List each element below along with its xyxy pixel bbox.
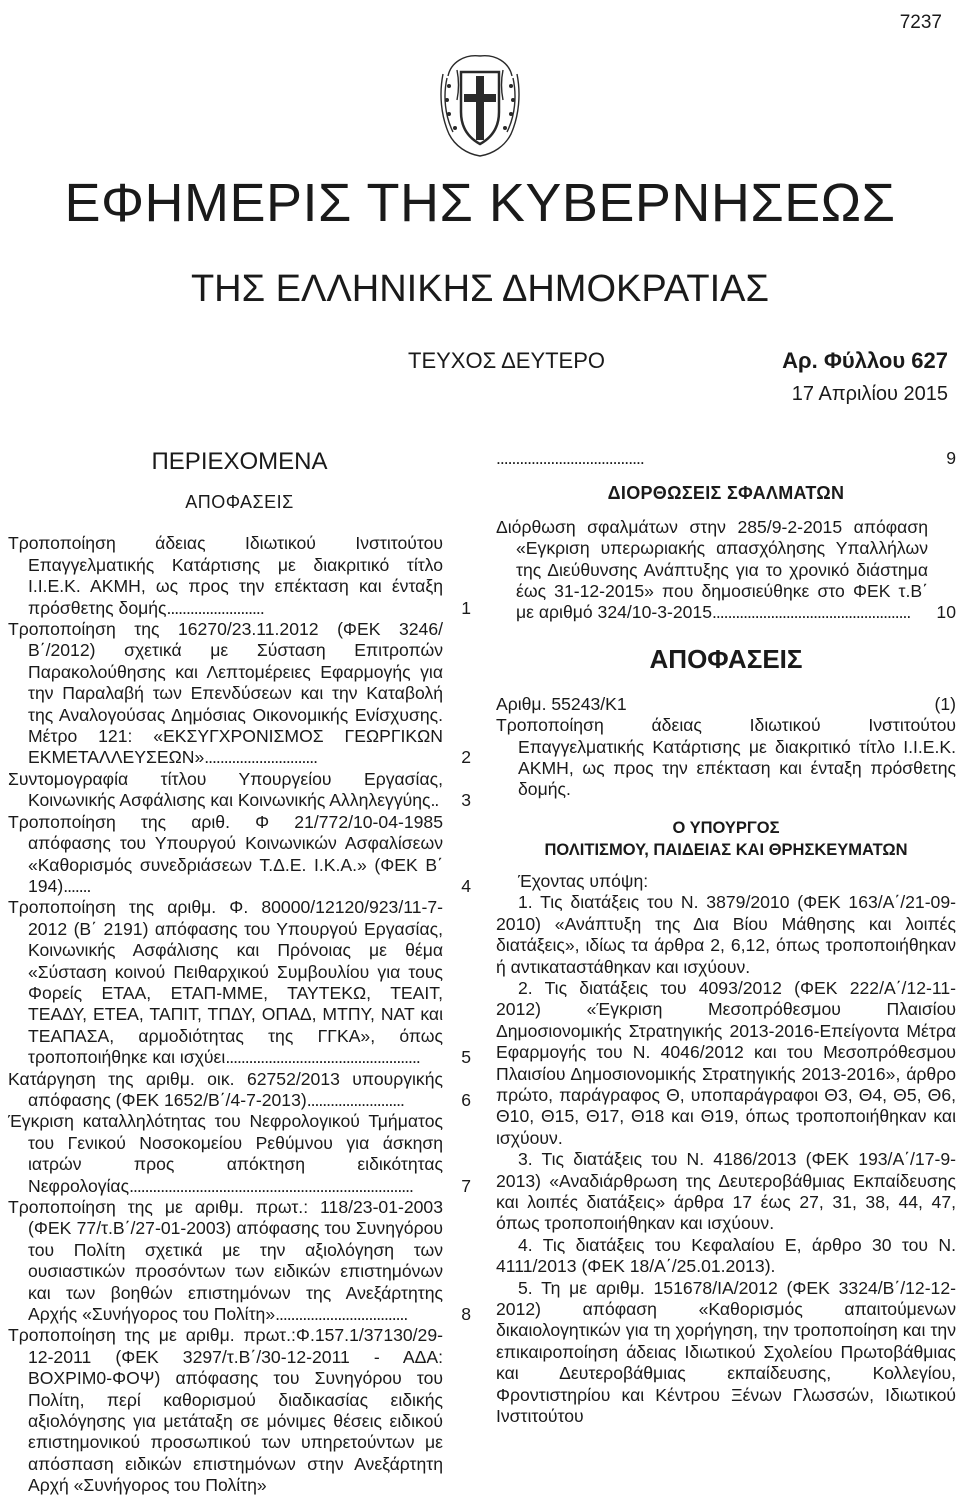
toc-entry-text: Τροποποίηση της αριθμ. Φ. 80000/12120/923/11-7-2012 (Β΄ 2191) απόφασης του Υπουργού Εργασίας, Κοινωνικής Ασφάλισης και Πρόνοιας με θέμα «Σύσταση κοινού Πειθαρχικού Συμβουλίου για τους Φορείς ΕΤΑΑ, ΕΤΑΠ-ΜΜΕ, ΤΑΥΤΕΚΩ, ΤΕΑΙΤ, ΤΕΑΔΥ, ΕΤΕΑ, ΤΑΠΙΤ, ΤΠΔΥ, ΟΠΑΔ, ΜΤΠΥ, ΝΑΤ και ΤΕΑΠΑΣΑ, αρμοδιότητας της ΓΓΚΑ», όπως τροποποιήθηκε και ισχύει — [8, 897, 443, 1068]
toc-entry-page: 1 — [461, 597, 471, 618]
provision-item: 5. Τη με αριθμ. 151678/ΙΑ/2012 (ΦΕΚ 3324/Β΄/12-12-2012) απόφαση «Καθορισμός απαιτούμενων δικαιολογητικών για τη χορήγηση, την τροποποίηση και την επικαιροποίηση άδειας Ιδιωτικού Σχολείου Πρωτοβάθμιας και Δευτεροβάθμιας εκπαίδευσης, Κολλεγίου, Φροντιστηρίου και Κέντρου Ξένων Γλωσσών, Ιδιωτικού Ινστιτούτου — [496, 1277, 956, 1427]
contents-section-heading: ΑΠΟΦΑΣΕΙΣ — [185, 492, 294, 512]
toc-entry-page: 2 — [461, 747, 471, 768]
toc-entry-page: 8 — [461, 1304, 471, 1325]
toc-entry: Τροποποίηση της 16270/23.11.2012 (ΦΕΚ 3246/Β΄/2012) σχετικά με Σύσταση Επιτροπών Παρακολούθησης και Λεπτομέρειες Εφαρμογής για την Παραλαβή των Επενδύσεων και την Καταβολή της Αναλογούσας Δημόσιας Οικονομικής Ενίσχυσης. Μέτρο 121: «ΕΚΣΥΓΧΡΟΝΙΣΜΟΣ ΓΕΩΡΓΙΚΩΝ ΕΚΜΕΤΑΛΛΕΥΣΕΩΝ»............................. 2 — [8, 619, 471, 768]
toc-entry-page: 6 — [461, 1089, 471, 1110]
provision-item: 2. Τις διατάξεις του 4093/2012 (ΦΕΚ 222/Α΄/12-11-2012) «Έγκριση Μεσοπρόθεσμου Πλαισίου Δημοσιονομικής Στρατηγικής 2013-2016-Επείγοντα Μέτρα Εφαρμογής του Ν. 4046/2012 και του Μεσοπρόθεσμου Πλαισίου Δημοσιονομικής Στρατηγικής 2013-2016», άρθρο πρώτο, παράγραφος Θ, υποπαράγραφοι Θ3, Θ4, Θ5, Θ6, Θ10, Θ15, Θ17, Θ18 και Θ19, όπως τροποποιήθηκαν και ισχύουν. — [496, 977, 956, 1148]
decision-number-row — [496, 694, 956, 715]
contents-column — [8, 448, 471, 1497]
toc-entry-page: 7 — [461, 1175, 471, 1196]
minister-title: Ο ΥΠΟΥΡΓΟΣ — [672, 818, 780, 837]
decision-number: Αριθμ. 55243/Κ1 — [496, 693, 627, 714]
provision-item: 1. Τις διατάξεις του Ν. 3879/2010 (ΦΕΚ 163/Α΄/21-09-2010) «Ανάπτυξη της Δια Βίου Μάθησης και λοιπές διατάξεις», ιδίως τα άρθρα 2, 6,12, όπως τροποποιήθηκαν ή αντικαταστάθηκαν και ισχύουν. — [496, 892, 956, 977]
sheet-number: Αρ. Φύλλου 627 — [782, 348, 948, 373]
provision-item: 4. Τις διατάξεις του Κεφαλαίου Ε, άρθρο 30 του Ν. 4111/2013 (ΦΕΚ 18/Α΄/25.01.2013). — [496, 1234, 956, 1277]
correction-entry: Διόρθωση σφαλμάτων στην 285/9-2-2015 απόφαση «Εγκριση υπερωριακής απασχόλησης Υπαλλήλων της Διεύθυνσης Ανάπτυξης για το χρονικό διάστημα έως 31-12-2015» που δημοσιεύθηκε στο ΦΕΚ τ.Β΄ με αριθμό 324/10-3-2015................................................... 10 — [496, 516, 956, 623]
corrections-heading: ΔΙΟΡΘΩΣΕΙΣ ΣΦΑΛΜΑΤΩΝ — [607, 483, 845, 504]
toc-entry: Κατάργηση της αριθμ. οικ. 62752/2013 υπουργικής απόφασης (ΦΕΚ 1652/Β΄/4-7-2013)......................... 6 — [8, 1068, 471, 1110]
toc-entry-text: Κατάργηση της αριθμ. οικ. 62752/2013 υπουργικής απόφασης (ΦΕΚ 1652/Β΄/4-7-2013) — [8, 1068, 443, 1110]
provision-item: 3. Τις διατάξεις του Ν. 4186/2013 (ΦΕΚ 193/Α΄/17-9-2013) «Αναδιάρθρωση της Δευτεροβάθμιας Εκπαίδευσης και λοιπές διατάξεις» άρθρα 17 έως 27, 31, 38, 44, 47, όπως τροποποιήθηκαν και ισχύουν. — [496, 1149, 956, 1234]
toc-entry-text: Τροποποίηση της με αριθμ. πρωτ.:Φ.157.1/37130/29-12-2011 (ΦΕΚ 3297/τ.Β΄/30-12-2011 - ΑΔΑ: ΒΟΧΡΙΜ0-ΦΟΨ) απόφασης του Συνηγόρου του Πολίτη, περί καθορισμού διαδικασίας ειδικής αξιολόγησης για μετάταξη σε μόνιμες θέσεις ειδικού επιστημονικού προσωπικού των υπηρετούντων με απόσπαση ειδικών επιστημόνων στην Ανεξάρτητη Αρχή «Συνήγορος του Πολίτη» — [8, 1325, 443, 1496]
issue-date: 17 Απριλίου 2015 — [791, 383, 948, 405]
having-regard: Έχοντας υπόψη: — [518, 870, 649, 891]
toc-entry-text: Τροποποίηση της αριθ. Φ 21/772/10-04-1985 απόφασης του Υπουργού Κοινωνικών Ασφαλίσεων «Καθορισμός συνεδριάσεων Τ.Δ.Ε. Ι.Κ.Α.» (ΦΕΚ Β΄ 194) — [8, 811, 443, 896]
toc-entry: Έγκριση καταλληλότητας του Νεφρολογικού Τμήματος του Γενικού Νοσοκομείου Ρεθύμνου για άσκηση ιατρών προς απόκτηση ειδικότητας Νεφρολογίας......................................................................... 7 — [8, 1111, 471, 1196]
decision-title: Τροποποίηση άδειας Ιδιωτικού Ινστιτούτου Επαγγελματικής Κατάρτισης με διακριτικό τίτλο Ι.Ι.Ε.Κ. ΑΚΜΗ, ως προς την επέκταση και ένταξη πρόσθετης δομής. — [496, 715, 956, 800]
gazette-subtitle: ΤΗΣ ΕΛΛΗΝΙΚΗΣ ΔΗΜΟΚΡΑΤΙΑΣ — [190, 268, 770, 310]
toc-entry: Τροποποίηση της αριθμ. Φ. 80000/12120/923/11-7-2012 (Β΄ 2191) απόφασης του Υπουργού Εργασίας, Κοινωνικής Ασφάλισης και Πρόνοιας με θέμα «Σύσταση κοινού Πειθαρχικού Συμβουλίου για τους Φορείς ΕΤΑΑ, ΕΤΑΠ-ΜΜΕ, ΤΑΥΤΕΚΩ, ΤΕΑΙΤ, ΤΕΑΔΥ, ΕΤΕΑ, ΤΑΠΙΤ, ΤΠΔΥ, ΟΠΑΔ, ΜΤΠΥ, ΝΑΤ και ΤΕΑΠΑΣΑ, αρμοδιότητας της ΓΓΚΑ», όπως τροποποιήθηκε και ισχύει.................................................. 5 — [8, 897, 471, 1068]
toc-entry: Τροποποίηση άδειας Ιδιωτικού Ινστιτούτου Επαγγελματικής Κατάρτισης με διακριτικό τίτλο Ι.Ι.Ε.Κ. ΑΚΜΗ, ως προς την επέκταση και ένταξη πρόσθετης δομής......................... 1 — [8, 533, 471, 618]
toc-entry-continued: ...................................... 9 — [496, 448, 956, 468]
correction-entry-page: 10 — [936, 602, 956, 623]
toc-entry-text: Τροποποίηση της 16270/23.11.2012 (ΦΕΚ 3246/Β΄/2012) σχετικά με Σύσταση Επιτροπών Παρακολούθησης και Λεπτομέρειες Εφαρμογής για την Παραλαβή των Επενδύσεων και την Καταβολή της Αναλογούσας Δημόσιας Οικονομικής Ενίσχυσης. Μέτρο 121: «ΕΚΣΥΓΧΡΟΝΙΣΜΟΣ ΓΕΩΡΓΙΚΩΝ ΕΚΜΕΤΑΛΛΕΥΣΕΩΝ» — [8, 619, 443, 768]
minister-heading — [496, 817, 956, 861]
toc-entry: Τροποποίηση της αριθ. Φ 21/772/10-04-1985 απόφασης του Υπουργού Κοινωνικών Ασφαλίσεων «Καθορισμός συνεδριάσεων Τ.Δ.Ε. Ι.Κ.Α.» (ΦΕΚ Β΄ 194)....... 4 — [8, 811, 471, 896]
toc-entry-page: 9 — [946, 448, 956, 468]
toc-entry-text: Έγκριση καταλληλότητας του Νεφρολογικού Τμήματος του Γενικού Νοσοκομείου Ρεθύμνου για άσκηση ιατρών προς απόκτηση ειδικότητας Νεφρολογίας — [8, 1111, 443, 1196]
correction-entry-text: Διόρθωση σφαλμάτων στην 285/9-2-2015 απόφαση «Εγκριση υπερωριακής απασχόλησης Υπαλλήλων της Διεύθυνσης Ανάπτυξης για το χρονικό διάστημα έως 31-12-2015» που δημοσιεύθηκε στο ΦΕΚ τ.Β΄ με αριθμό 324/10-3-2015 — [496, 516, 928, 623]
toc-entry-text: Τροποποίηση άδειας Ιδιωτικού Ινστιτούτου Επαγγελματικής Κατάρτισης με διακριτικό τίτλο Ι.Ι.Ε.Κ. ΑΚΜΗ, ως προς την επέκταση και ένταξη πρόσθετης δομής — [8, 533, 443, 618]
ministry-name: ΠΟΛΙΤΙΣΜΟΥ, ΠΑΙΔΕΙΑΣ ΚΑΙ ΘΡΗΣΚΕΥΜΑΤΩΝ — [544, 840, 908, 859]
issue-series: ΤΕΥΧΟΣ ΔΕΥΤΕΡΟ — [408, 348, 606, 373]
contents-title: ΠΕΡΙΕΧΟΜΕΝΑ — [151, 448, 328, 475]
decision-marker: (1) — [934, 693, 956, 714]
page-number: 7237 — [899, 12, 942, 33]
toc-entry-text: Τροποποίηση της με αριθμ. πρωτ.: 118/23-01-2003 (ΦΕΚ 77/τ.Β΄/27-01-2003) απόφασης του Συνηγόρου του Πολίτη σχετικά με την αξιολόγηση των ουσιαστικών προσόντων των ειδικών επιστημόνων και των βοηθών επιστημόνων της Ανεξάρτητης Αρχής «Συνήγορος του Πολίτη» — [8, 1197, 443, 1325]
gazette-title: ΕΦΗΜΕΡΙΣ ΤΗΣ ΚΥΒΕΡΝΗΣΕΩΣ — [64, 173, 896, 233]
toc-entry: Συντομογραφία τίτλου Υπουργείου Εργασίας, Κοινωνικής Ασφάλισης και Κοινωνικής Αλληλεγγύης.. 3 — [8, 768, 471, 811]
toc-entry-page: 4 — [461, 875, 471, 896]
toc-entry-page: 5 — [461, 1047, 471, 1068]
toc-entry-text: Συντομογραφία τίτλου Υπουργείου Εργασίας, Κοινωνικής Ασφάλισης και Κοινωνικής Αλληλεγγύης — [8, 768, 443, 811]
toc-entry — [8, 1325, 471, 1496]
decisions-heading: ΑΠΟΦΑΣΕΙΣ — [649, 643, 803, 674]
greek-coat-of-arms-icon — [435, 50, 525, 160]
toc-entry-page: 3 — [461, 790, 471, 811]
decision-column — [496, 448, 956, 1427]
toc-entry: Τροποποίηση της με αριθμ. πρωτ.: 118/23-01-2003 (ΦΕΚ 77/τ.Β΄/27-01-2003) απόφασης του Συνηγόρου του Πολίτη σχετικά με την αξιολόγηση των ουσιαστικών προσόντων των ειδικών επιστημόνων και των βοηθών επιστημόνων της Ανεξάρτητης Αρχής «Συνήγορος του Πολίτη».................................. 8 — [8, 1197, 471, 1325]
